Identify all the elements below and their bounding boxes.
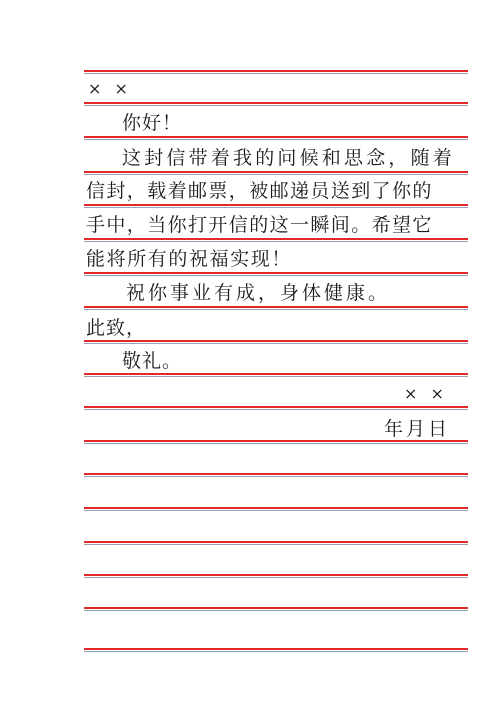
ruled-line	[84, 171, 468, 175]
date-line: 年月日	[384, 418, 451, 440]
body-line-2: 信封，载着邮票，被邮递员送到了你的	[86, 180, 433, 202]
ruled-line	[84, 507, 468, 511]
body-line-4: 能将所有的祝福实现！	[86, 248, 293, 270]
greeting: 你好！	[122, 112, 183, 134]
ruled-line	[84, 136, 468, 140]
wish-line: 祝你事业有成，身体健康。	[126, 282, 391, 304]
ruled-line	[84, 574, 468, 578]
ruled-line	[84, 340, 468, 344]
closing-respect: 敬礼。	[122, 350, 183, 372]
recipient-name: × ×	[88, 79, 132, 98]
body-line-1: 这封信带着我的问候和思念，随着	[122, 147, 456, 169]
signature: × ×	[404, 384, 448, 403]
ruled-line	[84, 607, 468, 611]
ruled-line	[84, 272, 468, 276]
ruled-line	[84, 406, 468, 410]
ruled-line	[84, 440, 468, 444]
ruled-line	[84, 473, 468, 477]
ruled-line	[84, 648, 468, 652]
ruled-line	[84, 306, 468, 310]
ruled-line	[84, 70, 468, 74]
closing-salutation: 此致，	[86, 317, 147, 339]
ruled-line	[84, 102, 468, 106]
ruled-line	[84, 373, 468, 377]
ruled-line	[84, 238, 468, 242]
ruled-line	[84, 541, 468, 545]
body-line-3: 手中，当你打开信的这一瞬间。希望它	[86, 214, 433, 236]
ruled-line	[84, 204, 468, 208]
